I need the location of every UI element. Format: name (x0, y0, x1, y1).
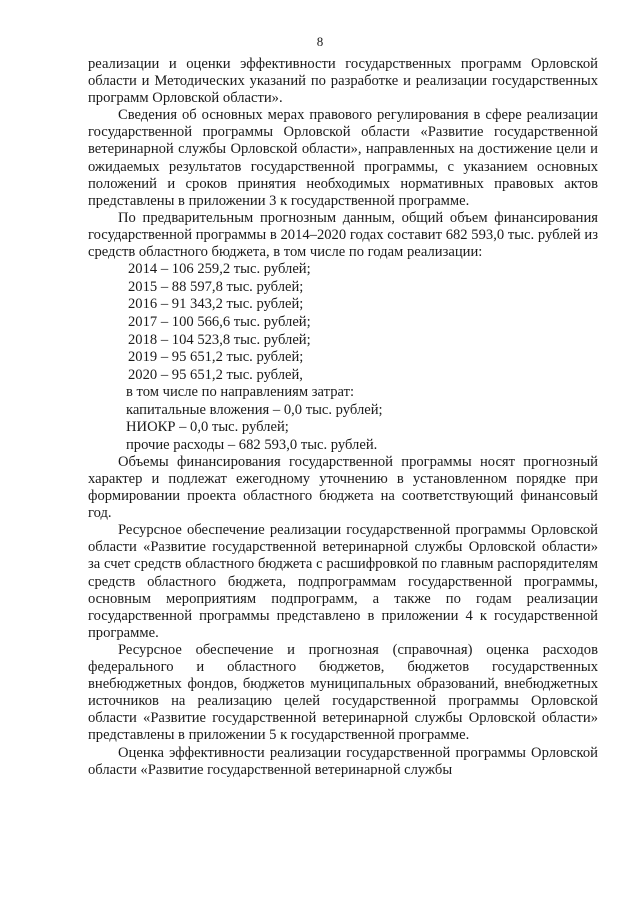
cost-other-line: прочие расходы – 682 593,0 тыс. рублей. (126, 436, 378, 453)
document-body (88, 56, 598, 779)
funding-year-line: 2018 – 104 523,8 тыс. рублей; (128, 331, 311, 348)
page-number: 8 (316, 34, 324, 49)
paragraph-evaluation: Оценка эффективности реализации государственной программы Орловской области «Развитие государственной ветеринарной службы (88, 744, 598, 778)
funding-year-line: 2015 – 88 597,8 тыс. рублей; (128, 278, 304, 295)
funding-year-line: 2017 – 100 566,6 тыс. рублей; (128, 313, 311, 330)
paragraph-regulation: Сведения об основных мерах правового регулирования в сфере реализации государственной программы Орловской области «Развитие государственной ветеринарной службы Орловской области», направленных на достижение цели и ожидаемых результатов государственной программы, с указанием основных положений и сроков принятия необходимых нормативных правовых актов представлены в приложении 3 к государственной программе. (88, 107, 598, 209)
paragraph-financing: По предварительным прогнозным данным, общий объем финансирования государственной программы в 2014–2020 годах составит 682 593,0 тыс. рублей из средств областного бюджета, в том числе по годам реализации: (88, 209, 598, 261)
paragraph-resources: Ресурсное обеспечение реализации государственной программы Орловской области «Развитие государственной ветеринарной службы Орловской области» за счет средств областного бюджета с расшифровкой по главным распорядителям средств областного бюджета, подпрограммам государственной программы, основным мероприятиям подпрограмм, а также по годам реализации государственной программы представлено в приложении 4 к государственной программе. (88, 522, 598, 641)
funding-year-line: 2014 – 106 259,2 тыс. рублей; (128, 261, 311, 278)
paragraph-forecast: Объемы финансирования государственной программы носят прогнозный характер и подлежат ежегодному уточнению в установленном порядке при формировании проекта областного бюджета на соответствующий финансовый год. (88, 453, 598, 522)
funding-year-line: 2019 – 95 651,2 тыс. рублей; (128, 349, 304, 366)
paragraph-intro: реализации и оценки эффективности государственных программ Орловской области и Методических указаний по разработке и реализации государственных программ Орловской области». (88, 56, 598, 107)
funding-year-line: 2016 – 91 343,2 тыс. рублей; (128, 296, 304, 313)
cost-directions-heading: в том числе по направлениям затрат: (126, 384, 355, 401)
paragraph-estimate: Ресурсное обеспечение и прогнозная (справочная) оценка расходов федерального и областного бюджетов, бюджетов государственных внебюджетных фондов, бюджетов муниципальных образований, внебюджетных источников на реализацию целей государственной программы Орловской области «Развитие государственной ветеринарной службы Орловской области» представлены в приложении 5 к государственной программе. (88, 641, 598, 744)
funding-year-line: 2020 – 95 651,2 тыс. рублей, (128, 366, 303, 383)
cost-capital-line: капитальные вложения – 0,0 тыс. рублей; (126, 401, 383, 418)
cost-directions-list (126, 384, 598, 454)
cost-rnd-line: НИОКР – 0,0 тыс. рублей; (126, 419, 289, 436)
funding-by-year-list (128, 261, 598, 384)
